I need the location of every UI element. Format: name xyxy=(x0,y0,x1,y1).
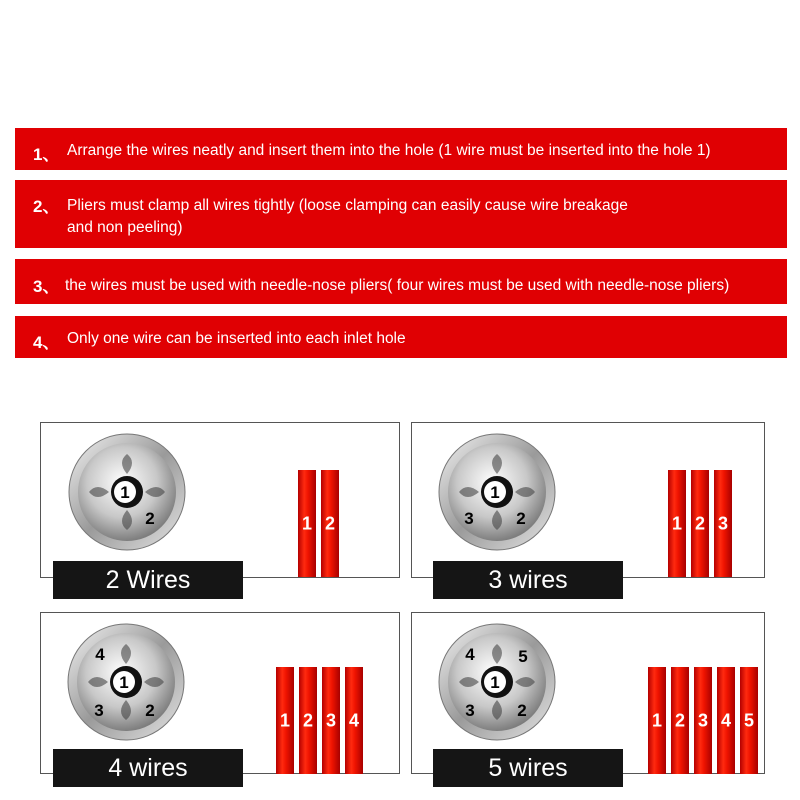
panel-caption: 2 Wires xyxy=(53,561,243,599)
instruction-text-line1: Pliers must clamp all wires tightly (loose clamping can easily cause wire breakage xyxy=(67,197,628,214)
wire-group xyxy=(668,470,732,577)
wire-label: 1 xyxy=(279,710,290,730)
wire-label: 3 xyxy=(717,513,728,533)
wire-label: 1 xyxy=(301,513,312,533)
wire xyxy=(691,470,709,577)
wire-group xyxy=(648,667,758,774)
instruction-text: Only one wire can be inserted into each inlet hole xyxy=(67,330,406,347)
wire xyxy=(668,470,686,577)
instruction-text xyxy=(67,195,628,239)
hole-label: 3 xyxy=(464,509,474,528)
wire-label: 3 xyxy=(697,710,708,730)
wire-group xyxy=(276,667,363,774)
instruction-number: 1、 xyxy=(33,145,60,164)
wire-label: 2 xyxy=(674,710,685,730)
wire-label: 3 xyxy=(325,710,336,730)
hole-label: 2 xyxy=(516,509,526,528)
wire xyxy=(298,470,316,577)
wire-label: 2 xyxy=(324,513,335,533)
panel-caption: 4 wires xyxy=(53,749,243,787)
panel-caption: 3 wires xyxy=(433,561,623,599)
instruction-text: the wires must be used with needle-nose pliers( four wires must be used with needle-nose pliers) xyxy=(65,277,730,294)
instruction-number: 3、 xyxy=(33,277,60,296)
instruction-4 xyxy=(15,316,787,358)
wire xyxy=(276,667,294,774)
wire-label: 1 xyxy=(651,710,662,730)
hole-label: 5 xyxy=(518,647,528,666)
instruction-text: Arrange the wires neatly and insert them into the hole (1 wire must be inserted into the hole 1) xyxy=(67,142,711,159)
instruction-number: 4、 xyxy=(33,333,60,352)
hole-label: 3 xyxy=(94,701,104,720)
wire xyxy=(648,667,666,774)
wire xyxy=(321,470,339,577)
wire xyxy=(740,667,758,774)
wire-label: 4 xyxy=(348,710,359,730)
hole-label: 2 xyxy=(145,509,155,528)
instruction-text-line2: and non peeling) xyxy=(67,219,183,236)
wire-label: 1 xyxy=(671,513,682,533)
hole-label: 1 xyxy=(490,483,500,502)
hole-label: 4 xyxy=(95,645,105,664)
hole-label: 1 xyxy=(120,483,130,502)
wire xyxy=(714,470,732,577)
wire xyxy=(671,667,689,774)
instruction-number: 2、 xyxy=(33,197,60,216)
terminal-wheel xyxy=(67,432,187,552)
terminal-wheel xyxy=(437,622,557,742)
wire-label: 4 xyxy=(720,710,731,730)
wire xyxy=(345,667,363,774)
wire-group xyxy=(298,470,339,577)
wire xyxy=(322,667,340,774)
wire-label: 2 xyxy=(694,513,705,533)
hole-label: 1 xyxy=(490,673,500,692)
wire xyxy=(299,667,317,774)
wire xyxy=(717,667,735,774)
hole-label: 1 xyxy=(119,673,129,692)
hole-label: 4 xyxy=(465,645,475,664)
wire-label: 2 xyxy=(302,710,313,730)
hole-label: 2 xyxy=(145,701,155,720)
panel-caption: 5 wires xyxy=(433,749,623,787)
instruction-2 xyxy=(15,180,787,248)
terminal-wheel xyxy=(437,432,557,552)
hole-label: 3 xyxy=(465,701,475,720)
instruction-1 xyxy=(15,128,787,170)
terminal-wheel xyxy=(66,622,186,742)
hole-label: 2 xyxy=(517,701,527,720)
wire-label: 5 xyxy=(743,710,754,730)
instruction-3 xyxy=(15,259,787,304)
wire xyxy=(694,667,712,774)
